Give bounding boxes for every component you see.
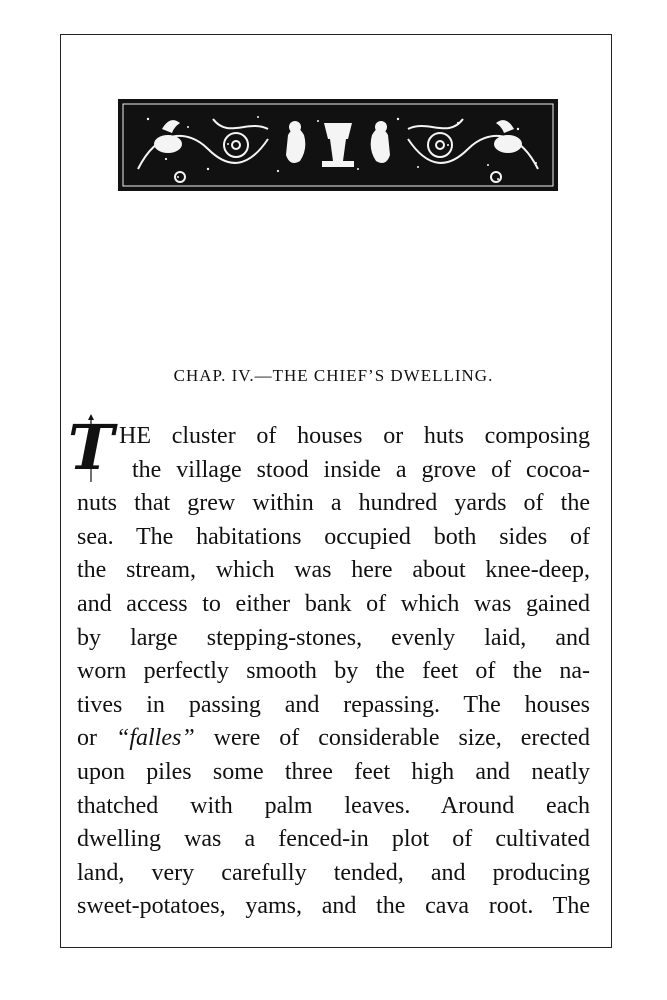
text-line: thatched with palm leaves. Around each [77, 792, 590, 819]
body-paragraph [67, 411, 590, 924]
text-line: and access to either bank of which was gained [77, 590, 590, 617]
text-line: sea. The habitations occupied both sides of [77, 523, 590, 550]
text-line: tives in passing and repassing. The houses [77, 691, 590, 718]
text-line: worn perfectly smooth by the feet of the na- [77, 658, 590, 685]
text-line: land, very carefully tended, and producing [77, 859, 590, 886]
text-line: the village stood inside a grove of cocoa- [132, 456, 590, 483]
text-line: by large stepping-stones, evenly laid, and [77, 624, 590, 651]
text-line: nuts that grew within a hundred yards of the [77, 490, 590, 517]
chapter-title: CHAP. IV.—THE CHIEF’S DWELLING. [173, 366, 494, 385]
text-line-with-italic [77, 722, 590, 756]
text-line: sweet-potatoes, yams, and the cava root. The [77, 893, 590, 920]
text-line: the stream, which was here about knee-deep, [77, 557, 590, 584]
text-line: dwelling was a fenced-in plot of cultivated [77, 826, 590, 853]
text-segment: were of considerable size, erected [194, 725, 590, 752]
text-line: HE cluster of houses or huts composing [119, 423, 590, 449]
ornamental-header-band [118, 99, 558, 191]
decorative-dropcap [65, 412, 117, 484]
italic-term: “falles” [115, 725, 195, 752]
text-segment: or [77, 725, 116, 752]
dropcap-letter: T [67, 411, 115, 484]
text-line: upon piles some three feet high and neatly [77, 758, 590, 785]
